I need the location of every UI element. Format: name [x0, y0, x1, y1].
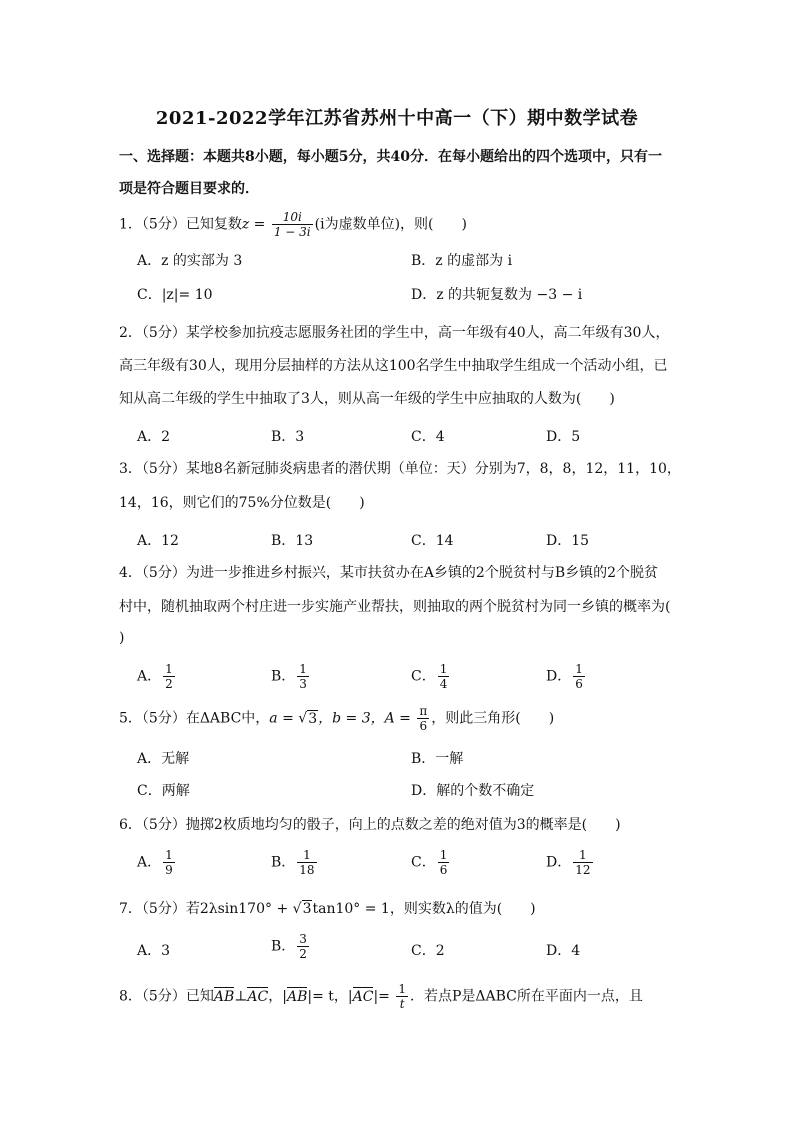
q4-a-label: A．: [137, 668, 162, 685]
question-2-line-1: 2．（5分）某学校参加抗疫志愿服务社团的学生中，高一年级有40人，高二年级有30人，: [119, 325, 670, 341]
q6-d-label: D．: [546, 854, 572, 871]
q3-option-b[interactable]: B．13: [271, 533, 314, 549]
section-heading: 一、选择题：本题共8小题，每小题5分，共40分．在每小题给出的四个选项中，只有一: [119, 149, 662, 165]
q6-option-d[interactable]: [546, 848, 595, 877]
q7-b-fraction: [297, 932, 309, 961]
q4-d-label: D．: [546, 668, 572, 685]
q5-frac-den: 6: [419, 719, 428, 733]
question-3-line-2: 14，16，则它们的75%分位数是( ): [119, 495, 365, 511]
q1-fraction: [272, 210, 313, 239]
question-3-line-1: 3．（5分）某地8名新冠肺炎病患者的潜伏期（单位：天）分别为7，8，8，12，11，10，: [119, 461, 681, 477]
q7-option-d[interactable]: D．4: [546, 943, 581, 959]
q6-d-den: 12: [575, 863, 591, 877]
q6-b-fraction: [297, 848, 316, 877]
q4-option-a[interactable]: [137, 662, 177, 691]
q3-option-a[interactable]: A．12: [137, 533, 179, 549]
q4-option-b[interactable]: [271, 662, 311, 691]
q4-d-num: 1: [575, 662, 583, 676]
q3-option-d[interactable]: D．15: [546, 533, 590, 549]
q7-pre: 7．（5分）若2λsin170° +: [119, 901, 289, 917]
q4-b-num: 1: [299, 662, 307, 676]
question-5-stem: 5．（5分）在ΔABC中，a = √3，b = 3，A = $\frac{\pi}{6}$ ，则此三角形( ): [119, 704, 555, 733]
q5-option-b[interactable]: B．一解: [411, 751, 464, 767]
q8-perp: ⊥: [234, 988, 248, 1005]
q1-stem-pre: 1．（5分）已知复数: [119, 216, 242, 233]
q7-option-a[interactable]: A．3: [137, 943, 171, 959]
q8-vector-ab: AB: [213, 988, 235, 1005]
q6-b-num: 1: [297, 848, 316, 863]
q2-option-a[interactable]: A．2: [137, 429, 171, 445]
q8-frac-num: 1: [398, 982, 406, 996]
q7-b-den: 2: [299, 947, 307, 961]
q6-d-num: 1: [573, 848, 592, 863]
section-heading-cont: 项是符合题目要求的．: [119, 181, 259, 197]
q8-pre: 8．（5分）已知: [119, 988, 214, 1005]
q6-a-num: 1: [165, 848, 173, 862]
q4-option-c[interactable]: [411, 662, 451, 691]
q4-b-den: 3: [299, 677, 307, 691]
q6-c-fraction: [438, 848, 450, 877]
question-4-line-3: ): [119, 630, 125, 646]
q1-option-a[interactable]: A．z 的实部为 3: [137, 253, 243, 269]
q5-fraction: [417, 704, 429, 733]
page-title: 2021-2022学年江苏省苏州十中高一（下）期中数学试卷: [155, 108, 639, 129]
q3-option-c[interactable]: C．14: [411, 533, 454, 549]
q4-a-num: 1: [165, 662, 173, 676]
q4-a-den: 2: [165, 677, 173, 691]
q6-a-label: A．: [137, 854, 162, 871]
q8-vector-ac-2: AC: [352, 988, 374, 1005]
q4-c-fraction: [438, 662, 450, 691]
q7-option-c[interactable]: C．2: [411, 943, 445, 959]
q8-frac-den: t: [399, 997, 405, 1011]
question-4-line-1: 4．（5分）为进一步推进乡村振兴，某市扶贫办在A乡镇的2个脱贫村与B乡镇的2个脱贫: [119, 565, 659, 581]
q4-d-den: 6: [575, 677, 583, 691]
q6-b-den: 18: [299, 863, 315, 877]
q6-d-fraction: [573, 848, 592, 877]
q7-option-b[interactable]: [271, 932, 311, 961]
question-2-line-3: 知从高二年级的学生中抽取了3人，则从高一年级的学生中应抽取的人数为( ): [119, 391, 615, 407]
q4-c-den: 4: [439, 677, 448, 691]
q4-d-fraction: [573, 662, 585, 691]
q7-sqrt3: 3: [302, 901, 312, 917]
q8-post: ．若点P是ΔABC所在平面内一点，且: [409, 988, 643, 1005]
q6-c-num: 1: [439, 848, 448, 862]
q1-option-c[interactable]: C．|z|= 10: [137, 287, 213, 303]
q8-fraction: [396, 982, 408, 1011]
q6-c-den: 6: [439, 863, 448, 877]
q4-b-label: B．: [271, 668, 296, 685]
q1-option-b[interactable]: B．z 的虚部为 i: [411, 253, 513, 269]
question-2-line-2: 高三年级有30人，现用分层抽样的方法从这100名学生中抽取学生组成一个活动小组，已: [119, 358, 668, 374]
q2-option-d[interactable]: D．5: [546, 429, 581, 445]
q1-frac-num: 10i: [272, 210, 313, 225]
q5-option-c[interactable]: C．两解: [137, 783, 190, 799]
q5-post: ，则此三角形( ): [431, 710, 555, 727]
q2-option-c[interactable]: C．4: [411, 429, 445, 445]
q7-b-num: 3: [299, 932, 307, 946]
q4-b-fraction: [297, 662, 309, 691]
q4-c-num: 1: [439, 662, 448, 676]
q1-stem-post: (i为虚数单位)，则( ): [314, 216, 467, 233]
q8-vector-ab-2: AB: [286, 988, 308, 1005]
q6-c-label: C．: [411, 854, 436, 871]
q2-option-b[interactable]: B．3: [271, 429, 305, 445]
q6-option-a[interactable]: [137, 848, 177, 877]
question-8-stem: [119, 982, 643, 1011]
q4-option-d[interactable]: [546, 662, 587, 691]
q8-mid1: ，|: [268, 988, 287, 1005]
q5-a-eq: a =: [269, 710, 294, 727]
q5-pre: 5．（5分）在ΔABC中，: [119, 710, 270, 727]
question-7-stem: 7．（5分）若2λsin170° + √3tan10° = 1，则实数λ的值为( ): [119, 901, 536, 917]
q4-a-fraction: [163, 662, 175, 691]
q8-vector-ac: AC: [247, 988, 269, 1005]
question-4-line-2: 村中，随机抽取两个村庄进一步实施产业帮扶，则抽取的两个脱贫村为同一乡镇的概率为(: [119, 599, 671, 615]
q6-b-label: B．: [271, 854, 296, 871]
q4-c-label: C．: [411, 668, 436, 685]
q7-b-label: B．: [271, 938, 296, 955]
q8-mid3: |=: [373, 988, 390, 1005]
q7-post: tan10° = 1，则实数λ的值为( ): [312, 901, 536, 917]
q6-option-b[interactable]: [271, 848, 319, 877]
q6-a-fraction: [163, 848, 175, 877]
q1-z-eq: z =: [241, 216, 266, 233]
q1-frac-den: 1 − 3i: [273, 225, 311, 239]
question-1-stem: [119, 210, 467, 239]
q6-option-c[interactable]: [411, 848, 451, 877]
q6-a-den: 9: [165, 863, 173, 877]
q5-sqrt3: 3: [308, 710, 318, 727]
q5-frac-num: π: [419, 704, 428, 718]
q8-mid2: |= t，|: [307, 988, 353, 1005]
q5-option-d[interactable]: D．解的个数不确定: [411, 783, 535, 799]
question-6-stem: 6．（5分）抛掷2枚质地均匀的骰子，向上的点数之差的绝对值为3的概率是( ): [119, 817, 621, 833]
q5-option-a[interactable]: A．无解: [137, 751, 190, 767]
q1-option-d[interactable]: D．z 的共轭复数为 −3 − i: [411, 287, 583, 303]
q5-b-eq: ，b = 3，A =: [318, 710, 411, 727]
